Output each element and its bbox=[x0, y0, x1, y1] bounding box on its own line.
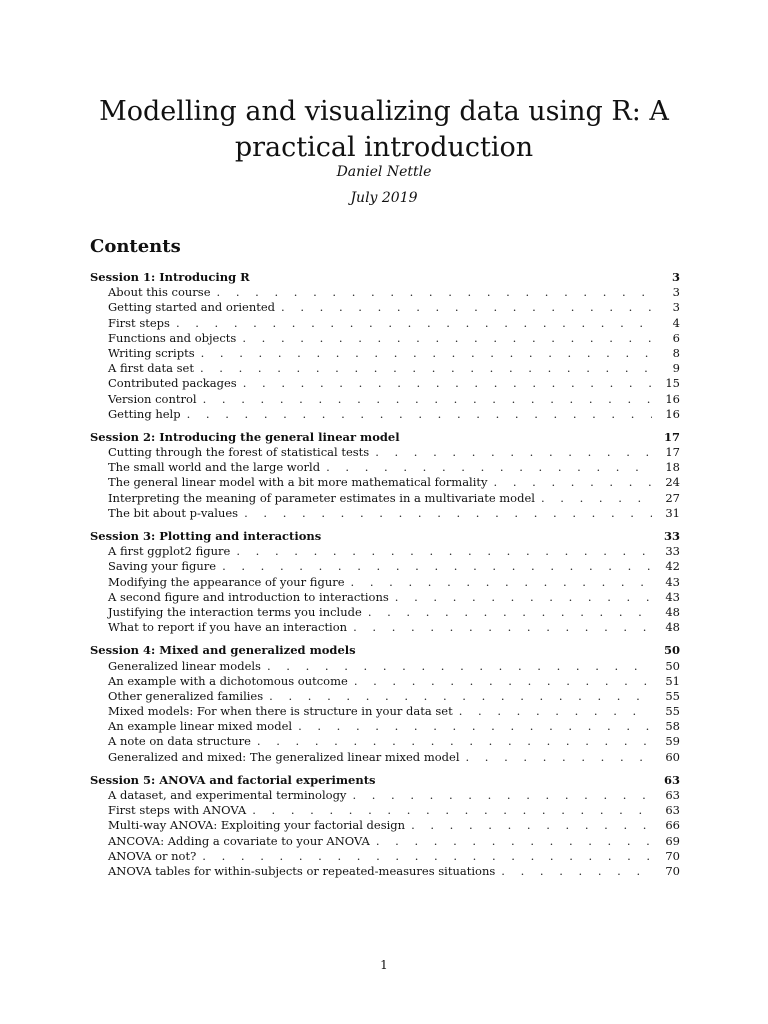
toc-entry-label: ANCOVA: Adding a covariate to your ANOVA bbox=[108, 833, 370, 848]
toc-session-page: 50 bbox=[663, 643, 680, 658]
toc-entry[interactable] bbox=[90, 544, 680, 559]
toc-entry[interactable] bbox=[90, 376, 680, 391]
toc-entry-page: 60 bbox=[665, 749, 680, 764]
toc-leader-dots bbox=[281, 300, 652, 315]
toc-session-title: Session 4: Mixed and generalized models bbox=[90, 643, 356, 658]
toc-leader-dots bbox=[354, 674, 652, 689]
toc-leader-dots bbox=[326, 460, 652, 475]
toc-leader-dots bbox=[201, 346, 652, 361]
toc-entry-page: 18 bbox=[665, 460, 680, 475]
toc-leader-dots bbox=[244, 506, 652, 521]
toc-entry-label: The small world and the large world bbox=[108, 460, 321, 475]
table-of-contents bbox=[90, 270, 680, 887]
toc-session bbox=[90, 529, 680, 635]
toc-session-title: Session 2: Introducing the general linear model bbox=[90, 429, 400, 444]
toc-entry[interactable] bbox=[90, 605, 680, 620]
toc-session bbox=[90, 643, 680, 765]
toc-entry-page: 55 bbox=[665, 688, 680, 703]
toc-entry-page: 16 bbox=[665, 391, 680, 406]
toc-entry[interactable] bbox=[90, 331, 680, 346]
toc-entry-label: Functions and objects bbox=[108, 330, 237, 345]
toc-entry-label: Writing scripts bbox=[108, 345, 195, 360]
toc-entry[interactable] bbox=[90, 300, 680, 315]
page-number: 1 bbox=[380, 958, 388, 972]
toc-leader-dots bbox=[236, 544, 652, 559]
toc-leader-dots bbox=[203, 392, 652, 407]
toc-leader-dots bbox=[202, 849, 652, 864]
toc-leader-dots bbox=[351, 575, 652, 590]
toc-entry[interactable] bbox=[90, 834, 680, 849]
document-title: Modelling and visualizing data using R: A practical introduction bbox=[99, 96, 669, 163]
toc-leader-dots bbox=[395, 590, 652, 605]
toc-entry-page: 17 bbox=[665, 445, 680, 460]
toc-entry-page: 59 bbox=[665, 734, 680, 749]
toc-entry[interactable] bbox=[90, 659, 680, 674]
toc-leader-dots bbox=[376, 834, 652, 849]
toc-entry-page: 55 bbox=[665, 704, 680, 719]
contents-heading: Contents bbox=[90, 236, 181, 257]
toc-session bbox=[90, 270, 680, 422]
toc-entry-page: 16 bbox=[665, 406, 680, 421]
toc-session-heading[interactable] bbox=[90, 773, 680, 788]
toc-entry-label: ANOVA tables for within-subjects or repeated-measures situations bbox=[108, 863, 496, 878]
toc-entry-label: The bit about p-values bbox=[108, 505, 239, 520]
toc-entry[interactable] bbox=[90, 475, 680, 490]
toc-entry-page: 66 bbox=[665, 818, 680, 833]
toc-entry[interactable] bbox=[90, 361, 680, 376]
toc-entry-page: 15 bbox=[665, 376, 680, 391]
toc-entry-page: 24 bbox=[665, 475, 680, 490]
toc-leader-dots bbox=[501, 864, 652, 879]
toc-entry-label: ANOVA or not? bbox=[108, 848, 197, 863]
toc-entry-page: 70 bbox=[665, 863, 680, 878]
toc-session-heading[interactable] bbox=[90, 430, 680, 445]
toc-session-title: Session 1: Introducing R bbox=[90, 270, 250, 284]
toc-entry-page: 42 bbox=[665, 559, 680, 574]
toc-leader-dots bbox=[411, 818, 652, 833]
toc-entry-page: 63 bbox=[665, 788, 680, 802]
toc-session-title: Session 5: ANOVA and factorial experiments bbox=[90, 772, 376, 787]
toc-entry-page: 3 bbox=[672, 300, 680, 315]
toc-entry-label: Generalized and mixed: The generalized linear mixed model bbox=[108, 749, 460, 764]
toc-leader-dots bbox=[541, 491, 652, 506]
toc-entry-label: Interpreting the meaning of parameter estimates in a multivariate model bbox=[108, 490, 535, 505]
toc-entry-label: Version control bbox=[108, 391, 197, 406]
toc-leader-dots bbox=[466, 750, 653, 765]
toc-leader-dots bbox=[459, 704, 652, 719]
toc-entry[interactable] bbox=[90, 285, 680, 300]
toc-entry-label: A note on data structure bbox=[108, 734, 251, 749]
toc-entry-label: Getting started and oriented bbox=[108, 300, 276, 315]
toc-leader-dots bbox=[200, 361, 652, 376]
toc-entry-page: 9 bbox=[672, 361, 680, 376]
toc-entry-label: Getting help bbox=[108, 406, 181, 421]
toc-session bbox=[90, 430, 680, 521]
toc-session-page: 3 bbox=[671, 270, 680, 284]
toc-entry-page: 43 bbox=[665, 589, 680, 604]
toc-entry[interactable] bbox=[90, 849, 680, 864]
toc-session-page: 63 bbox=[663, 772, 680, 787]
toc-entry-label: Modifying the appearance of your figure bbox=[108, 574, 345, 589]
toc-entry[interactable] bbox=[90, 803, 680, 818]
toc-leader-dots bbox=[267, 659, 652, 674]
toc-entry-page: 58 bbox=[665, 719, 680, 734]
toc-entry-page: 43 bbox=[665, 574, 680, 589]
toc-entry-page: 6 bbox=[672, 330, 680, 345]
toc-entry-label: Other generalized families bbox=[108, 688, 264, 703]
toc-entry[interactable] bbox=[90, 392, 680, 407]
toc-entry[interactable] bbox=[90, 750, 680, 765]
toc-entry[interactable] bbox=[90, 734, 680, 749]
toc-entry-page: 51 bbox=[665, 673, 680, 688]
toc-session-page: 33 bbox=[663, 529, 680, 543]
toc-session-title: Session 3: Plotting and interactions bbox=[90, 529, 322, 543]
toc-entry[interactable] bbox=[90, 491, 680, 506]
toc-entry-label: A second figure and introduction to interactions bbox=[108, 589, 389, 604]
toc-session-heading[interactable] bbox=[90, 529, 680, 544]
toc-entry[interactable] bbox=[90, 506, 680, 521]
toc-session-heading[interactable] bbox=[90, 643, 680, 658]
toc-leader-dots bbox=[242, 331, 652, 346]
toc-entry-page: 48 bbox=[665, 620, 680, 635]
toc-entry[interactable] bbox=[90, 788, 680, 803]
toc-entry-label: An example linear mixed model bbox=[108, 719, 293, 734]
toc-entry-label: About this course bbox=[108, 285, 211, 300]
toc-entry-label: First steps bbox=[108, 315, 170, 330]
toc-entry-label: Justifying the interaction terms you include bbox=[108, 604, 362, 619]
toc-entry-page: 63 bbox=[665, 803, 680, 818]
toc-entry-label: The general linear model with a bit more mathematical formality bbox=[108, 475, 488, 490]
toc-leader-dots bbox=[176, 316, 652, 331]
toc-entry[interactable] bbox=[90, 445, 680, 460]
toc-leader-dots bbox=[252, 803, 652, 818]
toc-leader-dots bbox=[494, 475, 652, 490]
toc-entry-label: First steps with ANOVA bbox=[108, 803, 247, 818]
author: Daniel Nettle bbox=[336, 164, 432, 180]
toc-entry[interactable] bbox=[90, 719, 680, 734]
toc-leader-dots bbox=[222, 559, 652, 574]
toc-entry[interactable] bbox=[90, 559, 680, 574]
toc-entry-label: A first data set bbox=[108, 361, 194, 376]
toc-entry[interactable] bbox=[90, 460, 680, 475]
toc-entry-page: 3 bbox=[672, 285, 680, 300]
toc-entry[interactable] bbox=[90, 316, 680, 331]
date: July 2019 bbox=[350, 190, 418, 206]
toc-leader-dots bbox=[298, 719, 652, 734]
toc-entry[interactable] bbox=[90, 704, 680, 719]
toc-entry[interactable] bbox=[90, 346, 680, 361]
toc-entry[interactable] bbox=[90, 674, 680, 689]
toc-entry[interactable] bbox=[90, 620, 680, 635]
toc-leader-dots bbox=[375, 445, 652, 460]
toc-leader-dots bbox=[257, 734, 652, 749]
toc-session-page: 17 bbox=[663, 429, 680, 444]
toc-entry-page: 31 bbox=[665, 505, 680, 520]
toc-entry-page: 50 bbox=[665, 658, 680, 673]
toc-entry-page: 8 bbox=[672, 345, 680, 360]
toc-entry[interactable] bbox=[90, 407, 680, 422]
toc-entry-page: 69 bbox=[665, 833, 680, 848]
toc-leader-dots bbox=[217, 285, 652, 300]
toc-session bbox=[90, 773, 680, 879]
toc-entry[interactable] bbox=[90, 818, 680, 833]
toc-entry-label: What to report if you have an interaction bbox=[108, 620, 348, 635]
toc-entry-label: Cutting through the forest of statistical tests bbox=[108, 445, 370, 460]
toc-leader-dots bbox=[368, 605, 652, 620]
toc-entry[interactable] bbox=[90, 590, 680, 605]
toc-entry-label: A first ggplot2 figure bbox=[108, 544, 231, 559]
toc-entry-label: Contributed packages bbox=[108, 376, 237, 391]
toc-entry[interactable] bbox=[90, 689, 680, 704]
toc-entry[interactable] bbox=[90, 864, 680, 879]
toc-entry-page: 33 bbox=[665, 544, 680, 559]
toc-entry-label: An example with a dichotomous outcome bbox=[108, 673, 348, 688]
toc-entry-label: Saving your figure bbox=[108, 559, 217, 574]
toc-leader-dots bbox=[352, 788, 652, 803]
toc-entry-label: Mixed models: For when there is structure in your data set bbox=[108, 704, 453, 719]
toc-entry-page: 70 bbox=[665, 848, 680, 863]
toc-entry-label: Generalized linear models bbox=[108, 658, 261, 673]
toc-entry-page: 4 bbox=[672, 315, 680, 330]
toc-leader-dots bbox=[243, 376, 652, 391]
toc-entry-page: 27 bbox=[665, 490, 680, 505]
toc-entry-page: 48 bbox=[665, 604, 680, 619]
toc-leader-dots bbox=[187, 407, 652, 422]
toc-entry-label: A dataset, and experimental terminology bbox=[108, 788, 347, 802]
toc-leader-dots bbox=[353, 620, 652, 635]
toc-entry[interactable] bbox=[90, 575, 680, 590]
toc-entry-label: Multi-way ANOVA: Exploiting your factorial design bbox=[108, 818, 406, 833]
toc-session-heading[interactable] bbox=[90, 270, 680, 285]
toc-leader-dots bbox=[269, 689, 652, 704]
